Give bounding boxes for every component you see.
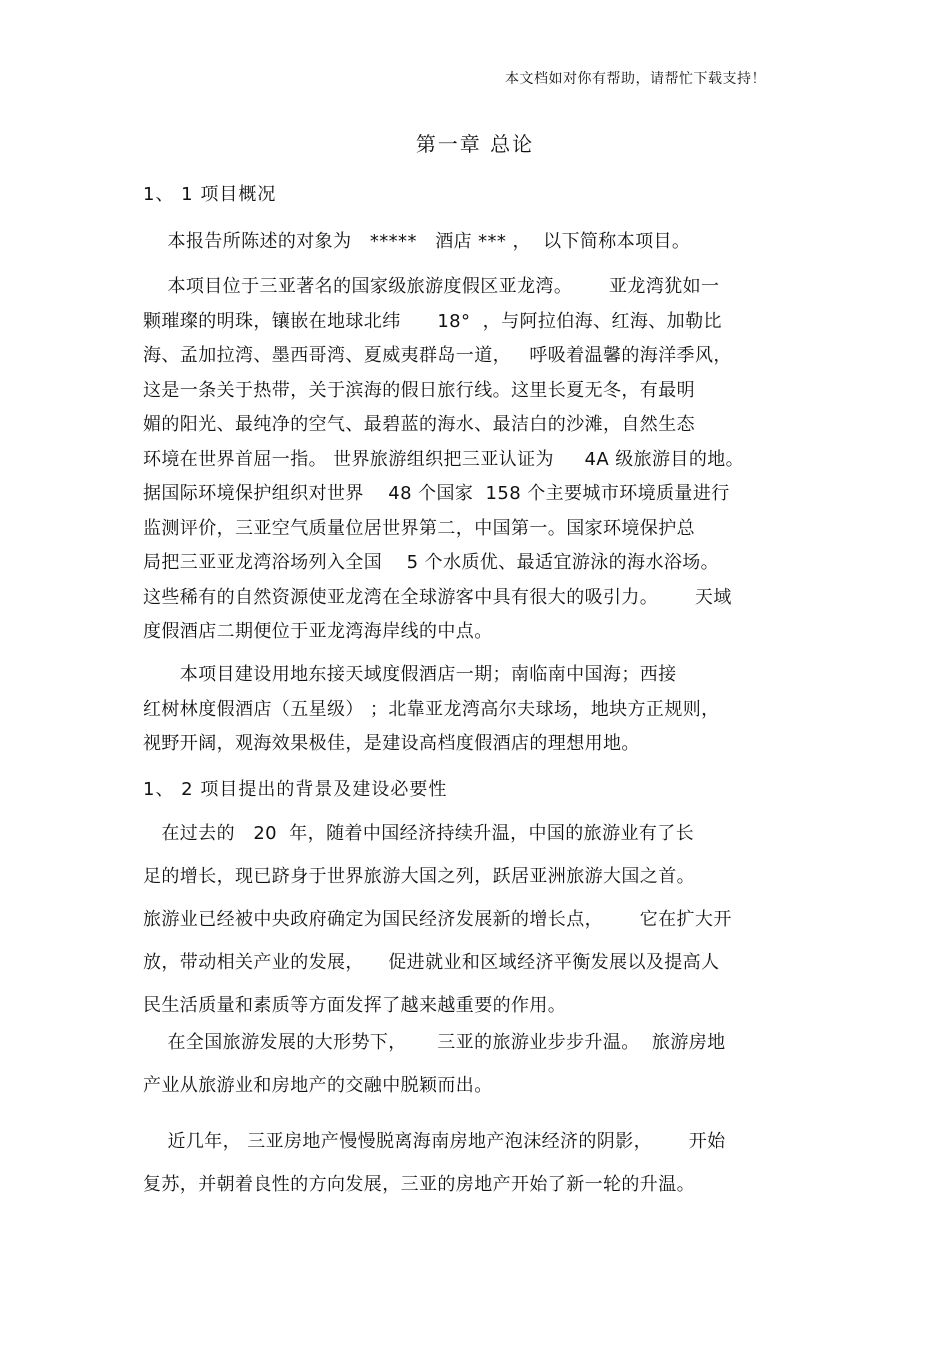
header-note: 本文档如对你有帮助，请帮忙下载支持！: [505, 71, 766, 87]
chapter-title: 第一章 总论: [415, 132, 535, 156]
paragraph-line: 视野开阔，观海效果极佳，是建设高档度假酒店的理想用地。: [143, 733, 640, 754]
paragraph-line: 足的增长，现已跻身于世界旅游大国之列，跃居亚洲旅游大国之首。: [143, 866, 695, 887]
paragraph-line: 环境在世界首屈一指。 世界旅游组织把三亚认证为 4A 级旅游目的地。: [143, 448, 745, 470]
paragraph-tourism-realestate: [143, 1021, 803, 1107]
paragraph-line: 监测评价，三亚空气质量位居世界第二，中国第一。国家环境保护总: [143, 517, 695, 539]
paragraph-recent-years: [143, 1120, 803, 1206]
paragraph-line: 局把三亚亚龙湾浴场列入全国 5 个水质优、最适宜游泳的海水浴场。: [143, 552, 720, 573]
paragraph-line: 本项目位于三亚著名的国家级旅游度假区亚龙湾。 亚龙湾犹如一: [143, 276, 720, 297]
paragraph-line: 红树林度假酒店（五星级） ；北靠亚龙湾高尔夫球场，地块方正规则，: [143, 698, 720, 720]
paragraph-line: 产业从旅游业和房地产的交融中脱颖而出。: [143, 1075, 493, 1096]
paragraph-site: [143, 658, 803, 762]
paragraph-line: 民生活质量和素质等方面发挥了越来越重要的作用。: [143, 995, 567, 1016]
paragraph-line: 这是一条关于热带，关于滨海的假日旅行线。这里长夏无冬，有最明: [143, 379, 695, 401]
paragraph-location: [143, 270, 803, 650]
paragraph-line: 海、孟加拉湾、墨西哥湾、夏威夷群岛一道， 呼吸着温馨的海洋季风，: [143, 345, 732, 366]
paragraph-line: 复苏，并朝着良性的方向发展，三亚的房地产开始了新一轮的升温。: [143, 1174, 695, 1195]
section-heading-1-1: 1、 1 项目概况: [143, 184, 277, 205]
paragraph-background: [143, 812, 803, 1027]
paragraph-line: 近几年， 三亚房地产慢慢脱离海南房地产泡沫经济的阴影， 开始: [143, 1131, 726, 1152]
paragraph-line: 度假酒店二期便位于亚龙湾海岸线的中点。: [143, 621, 493, 642]
paragraph-line: 这些稀有的自然资源使亚龙湾在全球游客中具有很大的吸引力。 天域: [143, 586, 732, 608]
paragraph-line: 旅游业已经被中央政府确定为国民经济发展新的增长点， 它在扩大开: [143, 909, 732, 930]
paragraph-line: 放，带动相关产业的发展， 促进就业和区域经济平衡发展以及提高人: [143, 952, 720, 973]
paragraph-line: 据国际环境保护组织对世界 48 个国家 158 个主要城市环境质量进行: [143, 483, 730, 504]
paragraph-line: 媚的阳光、最纯净的空气、最碧蓝的海水、最洁白的沙滩，自然生态: [143, 414, 695, 435]
paragraph-line: 在全国旅游发展的大形势下， 三亚的旅游业步步升温。 旅游房地: [143, 1032, 726, 1053]
paragraph-line: 在过去的 20 年，随着中国经济持续升温，中国的旅游业有了长: [143, 823, 695, 844]
section-heading-1-2: 1、 2 项目提出的背景及建设必要性: [143, 779, 448, 800]
paragraph-line: 颗璀璨的明珠，镶嵌在地球北纬 18° ，与阿拉伯海、红海、加勒比: [143, 310, 722, 332]
paragraph-line: 本报告所陈述的对象为 ***** 酒店 *** ， 以下简称本项目。: [143, 231, 691, 252]
paragraph-intro: [143, 225, 803, 260]
paragraph-line: 本项目建设用地东接天域度假酒店一期；南临南中国海；西接: [143, 664, 677, 685]
